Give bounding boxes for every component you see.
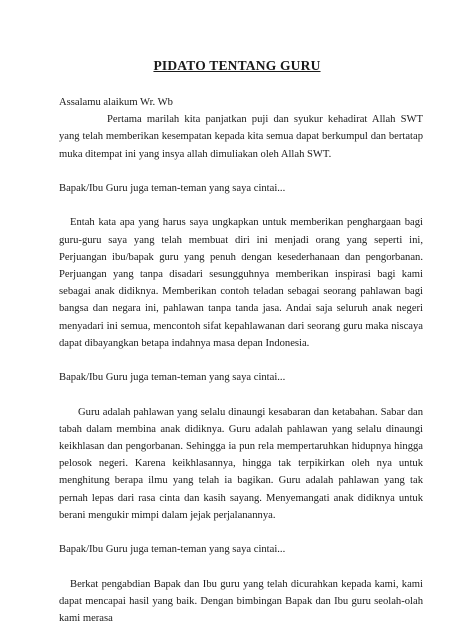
paragraph-address: Bapak/Ibu Guru juga teman-teman yang saya cintai... <box>59 372 286 384</box>
paragraph-appreciation: Entah kata apa yang harus saya ungkapkan untuk memberikan penghargaan bagi guru-guru saya yang telah membuat diri ini menjadi orang yang seperti ini, Perjuangan ibu/bapak guru yang penuh dengan kesederhanaan dan pengorbanan. Perjuangan yang tanpa disadari sesungguhnya memberikan inspirasi bagi kami sebagai anak didiknya. Memberikan contoh teladan sebagai seorang pahlawan bagi bangsa dan negara ini, pahlawan tanpa tanda jasa. Andai saja seluruh anak negeri menyadari ini semua, mencontoh sifat kepahlawanan dari seorang guru maka niscaya dapat dibayangkan betapa indahnya masa depan Indonesia. <box>59 217 423 349</box>
paragraph-dedication: Berkat pengabdian Bapak dan Ibu guru yang telah dicurahkan kepada kami, kami dapat mencapai hasil yang baik. Dengan bimbingan Bapak dan Ibu guru seolah-olah kami merasa <box>59 578 423 624</box>
paragraph-address: Bapak/Ibu Guru juga teman-teman yang saya cintai... <box>59 544 286 556</box>
paragraph-opening: Pertama marilah kita panjatkan puji dan syukur kehadirat Allah SWT yang telah memberikan kesempatan kepada kita semua dapat berkumpul dan bertatap muka ditempat ini yang insya allah dimuliakan oleh Allah SWT. <box>59 114 423 160</box>
greeting: Assalamu alaikum Wr. Wb <box>59 97 173 108</box>
document-title: PIDATO TENTANG GURU <box>153 58 321 73</box>
document-body <box>59 94 423 644</box>
paragraph-guru-hero: Guru adalah pahlawan yang selalu dinaungi kesabaran dan ketabahan. Sabar dan tabah dalam membina anak didiknya. Guru adalah pahlawan yang selalu dinaungi keikhlasan dan pengorbanan. Sehingga ia pun rela mempertaruhkan hidupnya hingga pelosok negeri. Karena keikhlasannya, hingga tak terpikirkan oleh nya untuk menghitung berapa ilmu yang telah ia bagikan. Guru adalah pahlawan yang tak pernah lepas dari rasa cinta dan kasih sayang. Menyemangati anak didiknya untuk berani mengukir mimpi dalam jejak perjalanannya. <box>59 406 423 521</box>
paragraph-address: Bapak/Ibu Guru juga teman-teman yang saya cintai... <box>59 183 286 194</box>
